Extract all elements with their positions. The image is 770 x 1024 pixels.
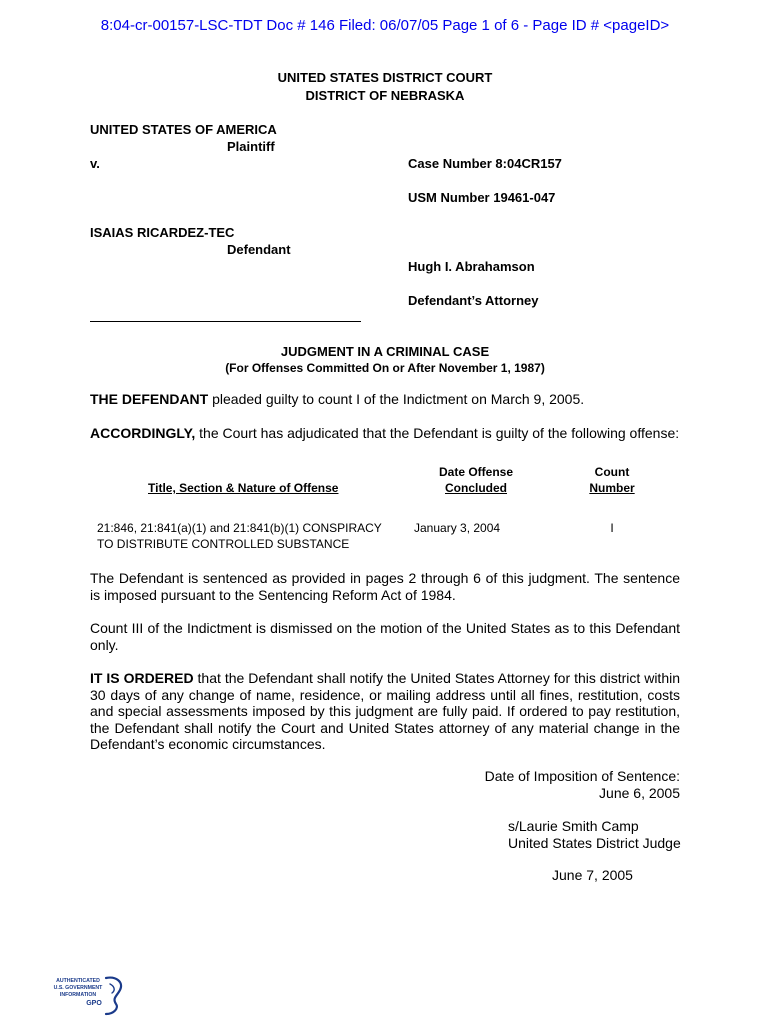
case-number: Case Number 8:04CR157 (408, 156, 562, 171)
gpo-logo-line1: AUTHENTICATED (56, 978, 100, 984)
judge-title: United States District Judge (508, 835, 681, 851)
court-district: DISTRICT OF NEBRASKA (305, 88, 465, 103)
imposition-label: Date of Imposition of Sentence: (484, 768, 680, 784)
offense-description-line1: 21:846, 21:841(a)(1) and 21:841(b)(1) CONSPIRACY (97, 521, 382, 535)
judgment-subtitle: (For Offenses Committed On or After November 1, 1987) (225, 361, 545, 375)
attorney-role: Defendant’s Attorney (408, 293, 539, 308)
defendant-role: Defendant (227, 242, 291, 257)
offense-date: January 3, 2004 (414, 521, 501, 535)
plaintiff-name: UNITED STATES OF AMERICA (90, 122, 277, 137)
attorney-name: Hugh I. Abrahamson (408, 259, 535, 274)
gpo-logo-line2: U.S. GOVERNMENT (53, 985, 103, 991)
offense-col-count-line2: Number (589, 481, 635, 495)
versus: v. (90, 156, 100, 171)
accordingly-statement (90, 425, 679, 441)
document-header-stamp: 8:04-cr-00157-LSC-TDT Doc # 146 Filed: 06/07/05 Page 1 of 6 - Page ID # <pageID> (100, 17, 670, 34)
offense-col-count-line1: Count (594, 465, 630, 479)
signature-divider (90, 321, 361, 322)
offense-description-line2: TO DISTRIBUTE CONTROLLED SUBSTANCE (97, 537, 350, 551)
plaintiff-role: Plaintiff (227, 139, 275, 154)
offense-col-date-line1: Date Offense (438, 465, 514, 479)
judge-signature: s/Laurie Smith Camp (508, 818, 639, 834)
offense-col-date-line2: Concluded (445, 481, 507, 495)
gpo-logo-line3: INFORMATION (59, 992, 97, 998)
accordingly-text: the Court has adjudicated that the Defendant is guilty of the following offense: (195, 425, 680, 441)
court-name: UNITED STATES DISTRICT COURT (277, 70, 493, 85)
gpo-eagle-icon (106, 978, 121, 1014)
offense-count: I (610, 521, 614, 535)
gpo-logo-line4: GPO (86, 1000, 102, 1007)
gpo-authenticated-logo (44, 974, 130, 1016)
ordered-text: that the Defendant shall notify the United States Attorney for this district within 30 days of any change of name, residence, or mailing address until all fines, restitution, costs and special assessments imposed by this judgment are fully paid. If ordered to pay restitution, the Defendant shall notify the Court and United States attorney of any material change in the Defendant’s economic circumstances. (90, 670, 680, 752)
accordingly-lead: ACCORDINGLY, (90, 425, 196, 441)
offense-col-title: Title, Section & Nature of Offense (148, 481, 339, 495)
defendant-name: ISAIAS RICARDEZ-TEC (90, 225, 235, 240)
ordered-lead: IT IS ORDERED (90, 670, 194, 686)
imposition-date: June 6, 2005 (599, 785, 680, 801)
plea-text: pleaded guilty to count I of the Indictment on March 9, 2005. (208, 391, 585, 407)
signature-date: June 7, 2005 (552, 867, 633, 883)
usm-number: USM Number 19461-047 (408, 190, 556, 205)
ordered-paragraph (90, 670, 680, 753)
dismissal-paragraph: Count III of the Indictment is dismissed on the motion of the United States as to this Defendant only. (90, 620, 680, 653)
plea-lead: THE DEFENDANT (90, 391, 209, 407)
judgment-title: JUDGMENT IN A CRIMINAL CASE (280, 344, 490, 359)
sentence-paragraph: The Defendant is sentenced as provided in pages 2 through 6 of this judgment. The sentence is imposed pursuant to the Sentencing Reform Act of 1984. (90, 570, 680, 603)
plea-statement (90, 391, 584, 407)
